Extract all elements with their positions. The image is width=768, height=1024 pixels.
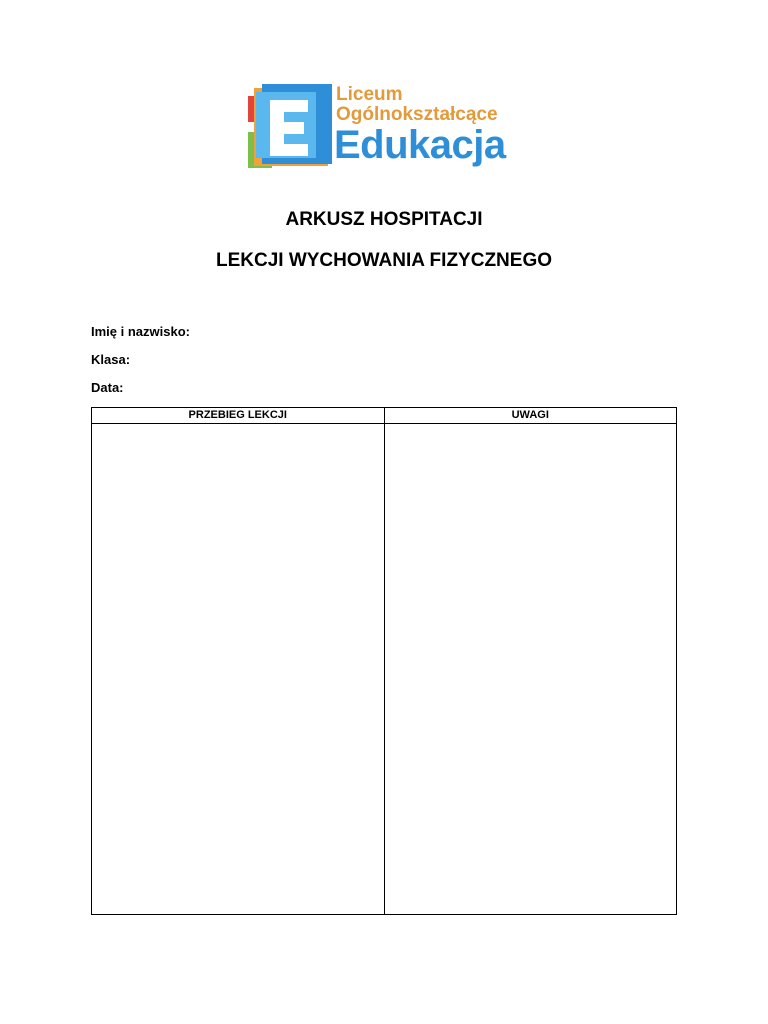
- logo-text-edukacja: Edukacja: [334, 123, 506, 167]
- logo-text-liceum: Liceum: [336, 84, 403, 105]
- column-header-lesson-course: PRZEBIEG LEKCJI: [92, 408, 385, 424]
- column-header-remarks: UWAGI: [384, 408, 677, 424]
- field-name-label: Imię i nazwisko:: [91, 324, 190, 339]
- document-subtitle: LEKCJI WYCHOWANIA FIZYCZNEGO: [215, 250, 553, 271]
- letter-e-logo-icon: [248, 84, 332, 170]
- observation-table: [91, 407, 677, 915]
- logo-text-ogolnoksztalcace: Ogólnokształcące: [336, 104, 498, 125]
- lesson-course-cell: [92, 424, 385, 915]
- field-date-label: Data:: [91, 380, 124, 395]
- field-class-label: Klasa:: [91, 352, 131, 367]
- remarks-cell: [384, 424, 677, 915]
- document-title: ARKUSZ HOSPITACJI: [285, 209, 483, 230]
- table-header-row: [92, 408, 677, 424]
- table-row: [92, 424, 677, 915]
- school-logo: [248, 84, 520, 172]
